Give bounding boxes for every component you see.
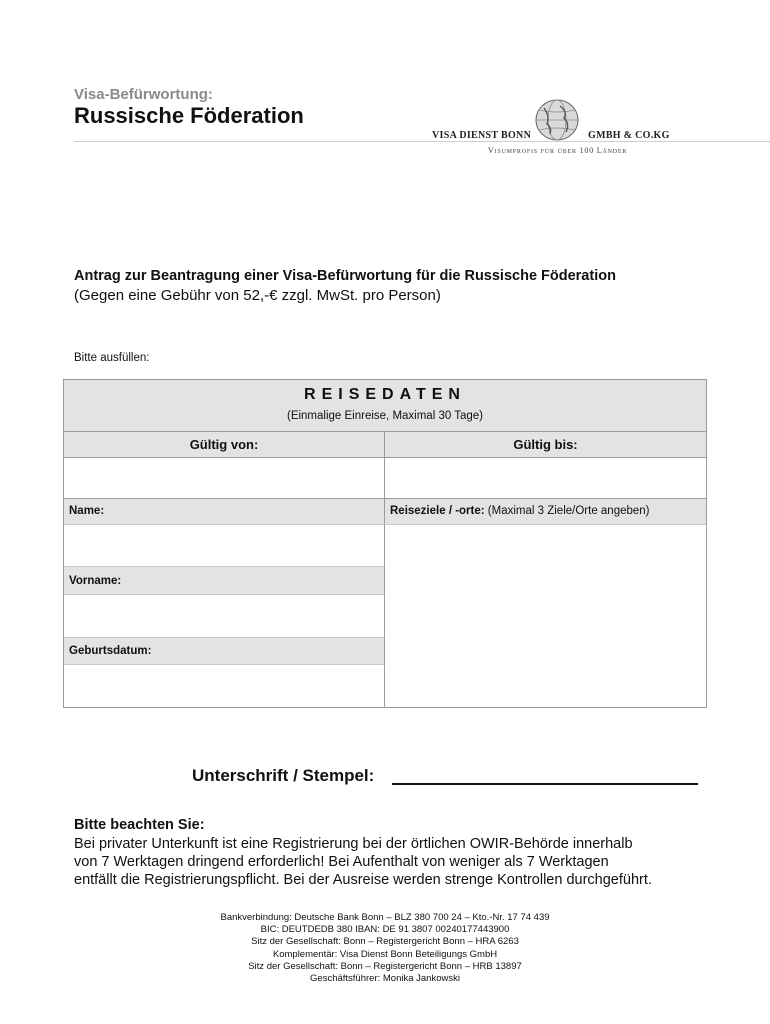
valid-from-label: Gültig von: xyxy=(189,437,259,452)
footer-bank: Bankverbindung: Deutsche Bank Bonn – BLZ 380 700 24 – Kto.-Nr. 17 74 439 xyxy=(220,912,550,923)
destinations-label: Reiseziele / -orte: (Maximal 3 Ziele/Orte angeben) xyxy=(390,505,650,517)
footer-registry-2: Sitz der Gesellschaft: Bonn – Registergericht Bonn – HRB 13897 xyxy=(248,960,522,972)
company-footer xyxy=(185,912,585,985)
valid-from-field[interactable] xyxy=(64,458,385,499)
signature-label: Unterschrift / Stempel: xyxy=(192,766,375,785)
section-title: REISEDATEN xyxy=(304,386,466,403)
note-body xyxy=(74,835,714,889)
first-name-header xyxy=(64,567,385,595)
section-header xyxy=(64,380,706,432)
section-subtitle: (Einmalige Einreise, Maximal 30 Tage) xyxy=(286,410,483,422)
name-header xyxy=(64,499,385,525)
application-heading: Antrag zur Beantragung einer Visa-Befürwortung für die Russische Föderation xyxy=(74,268,616,284)
logo-tagline: Visumprofis für über 100 Länder xyxy=(488,146,628,155)
signature-line[interactable] xyxy=(392,783,698,785)
note-line: von 7 Werktagen dringend erforderlich! Bei Aufenthalt von weniger als 7 Werktagen xyxy=(74,854,609,870)
birthdate-header xyxy=(64,638,385,665)
valid-until-field[interactable] xyxy=(385,458,706,499)
logo-company-suffix: GMBH & CO.KG xyxy=(588,130,670,141)
document-title: Russische Föderation xyxy=(74,103,304,128)
footer-partner: Komplementär: Visa Dienst Bonn Beteiligungs GmbH xyxy=(272,948,498,960)
note-heading: Bitte beachten Sie: xyxy=(74,817,205,833)
document-subtitle: Visa-Befürwortung: xyxy=(74,86,213,103)
valid-until-header xyxy=(385,432,706,458)
valid-from-header xyxy=(64,432,385,458)
first-name-field[interactable] xyxy=(64,595,385,638)
birthdate-field[interactable] xyxy=(64,665,385,707)
first-name-label: Vorname: xyxy=(69,575,122,587)
birthdate-label: Geburtsdatum: xyxy=(69,645,152,657)
footer-registry: Sitz der Gesellschaft: Bonn – Registergericht Bonn – HRA 6263 xyxy=(251,936,519,948)
logo-company-name: VISA DIENST BONN xyxy=(432,130,532,141)
fee-note: (Gegen eine Gebühr von 52,-€ zzgl. MwSt. pro Person) xyxy=(74,287,441,304)
note-line: entfällt die Registrierungspflicht. Bei der Ausreise werden strenge Kontrollen durchgeführt. xyxy=(74,872,652,888)
travel-data-form xyxy=(63,379,707,708)
footer-bic-iban: BIC: DEUTDEDB 380 IBAN: DE 91 3807 00240177443900 xyxy=(260,924,510,936)
globe-icon xyxy=(530,98,584,142)
name-field[interactable] xyxy=(64,525,385,567)
name-label: Name: xyxy=(69,505,105,517)
header-divider xyxy=(74,141,770,142)
fill-instruction: Bitte ausfüllen: xyxy=(74,352,150,364)
destinations-header xyxy=(385,499,706,525)
note-line: Bei privater Unterkunft ist eine Registrierung bei der örtlichen OWIR-Behörde innerhalb xyxy=(74,836,633,852)
footer-director: Geschäftsführer: Monika Jankowski xyxy=(310,973,460,985)
destinations-hint: (Maximal 3 Ziele/Orte angeben) xyxy=(487,505,650,517)
valid-until-label: Gültig bis: xyxy=(513,437,578,452)
destinations-field[interactable] xyxy=(385,525,706,707)
